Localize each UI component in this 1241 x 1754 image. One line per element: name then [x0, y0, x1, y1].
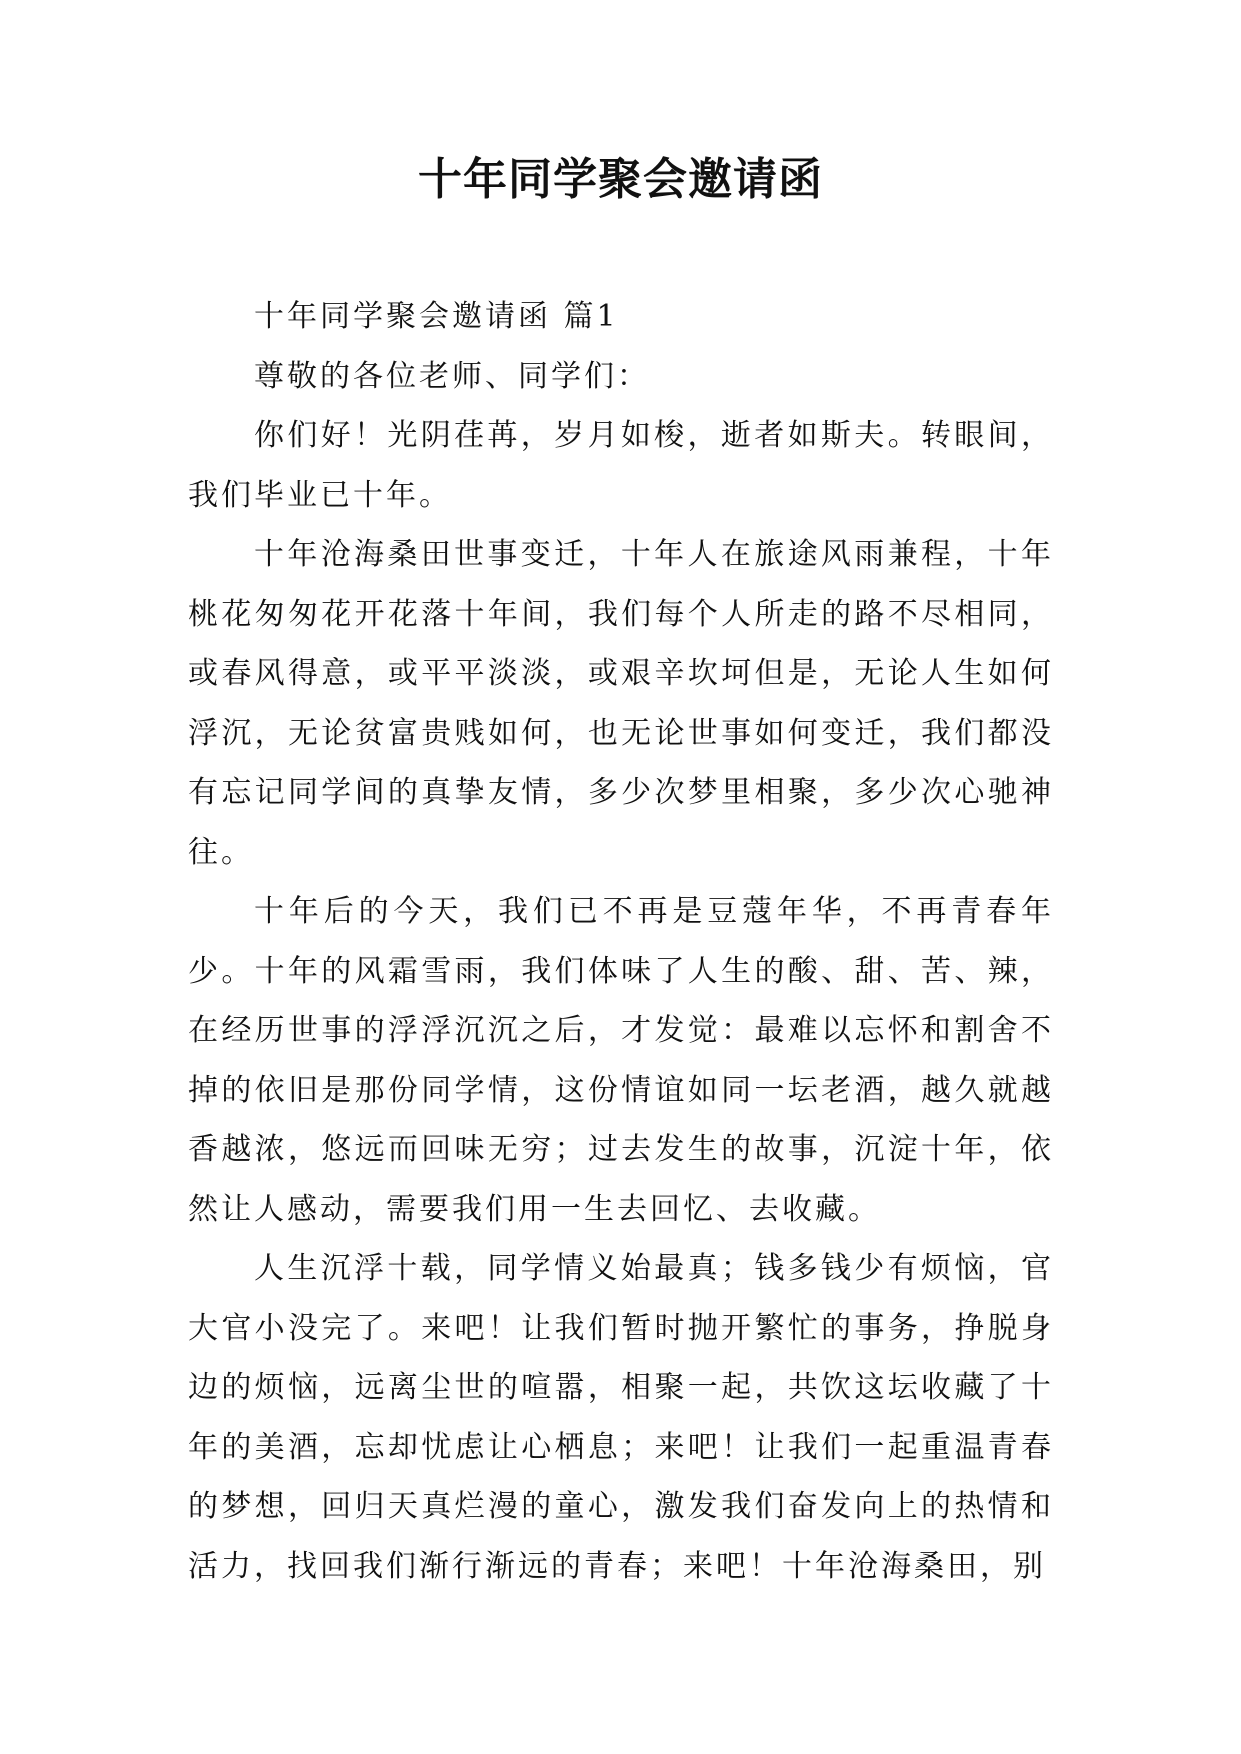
document-title: 十年同学聚会邀请函 — [418, 154, 823, 205]
paragraph: 十年沧海桑田世事变迁，十年人在旅途风雨兼程，十年桃花匆匆花开花落十年间，我们每个人所走的路不尽相同，或春风得意，或平平淡淡，或艰辛坎坷但是，无论人生如何浮沉，无论贫富贵贱如何，也无论世事如何变迁，我们都没有忘记同学间的真挚友情，多少次梦里相聚，多少次心驰神往。 — [188, 537, 1054, 870]
paragraph: 人生沉浮十载，同学情义始最真；钱多钱少有烦恼，官大官小没完了。来吧！让我们暂时抛开繁忙的事务，挣脱身边的烦恼，远离尘世的喧嚣，相聚一起，共饮这坛收藏了十年的美酒，忘却忧虑让心栖息；来吧！让我们一起重温青春的梦想，回归天真烂漫的童心，激发我们奋发向上的热情和活力，找回我们渐行渐远的青春；来吧！十年沧海桑田，别 — [188, 1251, 1054, 1584]
document-body — [188, 287, 1054, 1596]
section-heading: 十年同学聚会邀请函 篇1 — [254, 299, 619, 334]
paragraph: 你们好！光阴荏苒，岁月如梭，逝者如斯夫。转眼间，我们毕业已十年。 — [188, 418, 1054, 513]
paragraph: 十年后的今天，我们已不再是豆蔻年华，不再青春年少。十年的风霜雪雨，我们体味了人生的酸、甜、苦、辣，在经历世事的浮浮沉沉之后，才发觉：最难以忘怀和割舍不掉的依旧是那份同学情，这份情谊如同一坛老酒，越久就越香越浓，悠远而回味无穷；过去发生的故事，沉淀十年，依然让人感动，需要我们用一生去回忆、去收藏。 — [188, 894, 1054, 1227]
salutation: 尊敬的各位老师、同学们： — [254, 358, 650, 394]
